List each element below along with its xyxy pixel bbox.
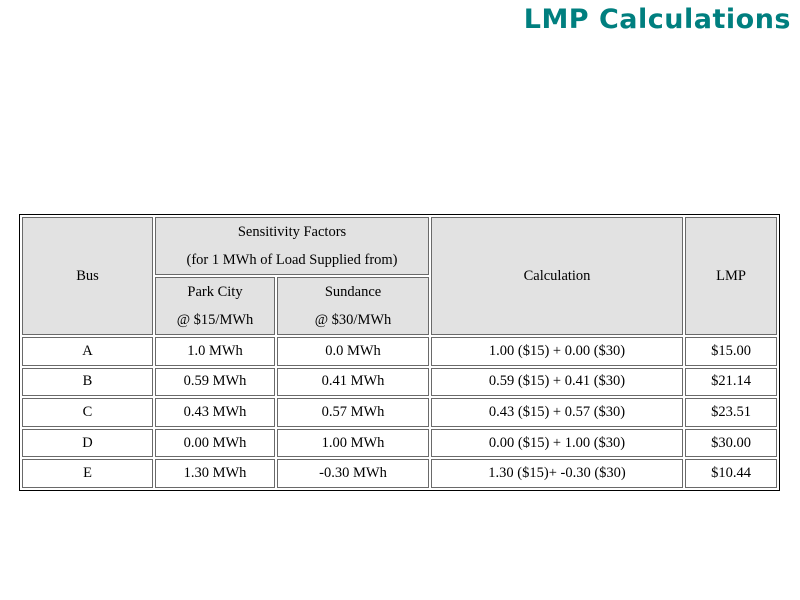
cell-calculation: 0.43 ($15) + 0.57 ($30) <box>431 398 683 427</box>
header-park-city <box>155 277 275 335</box>
cell-sundance: 0.57 MWh <box>277 398 429 427</box>
cell-bus: E <box>22 459 153 488</box>
header-bus <box>22 217 153 335</box>
header-bus-label: Bus <box>76 267 99 284</box>
cell-park-city: 0.43 MWh <box>155 398 275 427</box>
cell-bus: A <box>22 337 153 366</box>
cell-bus: C <box>22 398 153 427</box>
table-row <box>22 398 777 427</box>
cell-calculation: 1.00 ($15) + 0.00 ($30) <box>431 337 683 366</box>
cell-lmp: $15.00 <box>685 337 777 366</box>
lmp-table-frame <box>19 214 780 491</box>
header-lmp-label: LMP <box>716 267 746 284</box>
table-body <box>22 337 777 488</box>
header-park-city-name: Park City <box>187 284 243 300</box>
cell-park-city: 0.00 MWh <box>155 429 275 458</box>
cell-bus: B <box>22 368 153 397</box>
table-row <box>22 429 777 458</box>
table-row <box>22 337 777 366</box>
cell-park-city: 0.59 MWh <box>155 368 275 397</box>
cell-calculation: 1.30 ($15)+ -0.30 ($30) <box>431 459 683 488</box>
cell-sundance: 0.41 MWh <box>277 368 429 397</box>
cell-bus: D <box>22 429 153 458</box>
cell-sundance: -0.30 MWh <box>277 459 429 488</box>
cell-calculation: 0.00 ($15) + 1.00 ($30) <box>431 429 683 458</box>
cell-sundance: 0.0 MWh <box>277 337 429 366</box>
lmp-table <box>20 215 779 490</box>
header-sundance-price: @ $30/MWh <box>314 312 392 328</box>
table-row <box>22 459 777 488</box>
header-sundance <box>277 277 429 335</box>
cell-lmp: $10.44 <box>685 459 777 488</box>
header-calculation <box>431 217 683 335</box>
header-sensitivity-line1: Sensitivity Factors <box>237 224 347 240</box>
header-lmp <box>685 217 777 335</box>
page-title: LMP Calculations <box>523 4 791 35</box>
header-sensitivity-line2: (for 1 MWh of Load Supplied from) <box>186 252 398 268</box>
header-park-city-price: @ $15/MWh <box>176 312 254 328</box>
cell-calculation: 0.59 ($15) + 0.41 ($30) <box>431 368 683 397</box>
header-sundance-name: Sundance <box>324 284 382 300</box>
cell-lmp: $21.14 <box>685 368 777 397</box>
cell-park-city: 1.0 MWh <box>155 337 275 366</box>
cell-sundance: 1.00 MWh <box>277 429 429 458</box>
table-row <box>22 368 777 397</box>
header-sensitivity-factors <box>155 217 429 275</box>
cell-lmp: $30.00 <box>685 429 777 458</box>
cell-lmp: $23.51 <box>685 398 777 427</box>
header-calculation-label: Calculation <box>523 267 591 284</box>
cell-park-city: 1.30 MWh <box>155 459 275 488</box>
table-header <box>22 217 777 335</box>
